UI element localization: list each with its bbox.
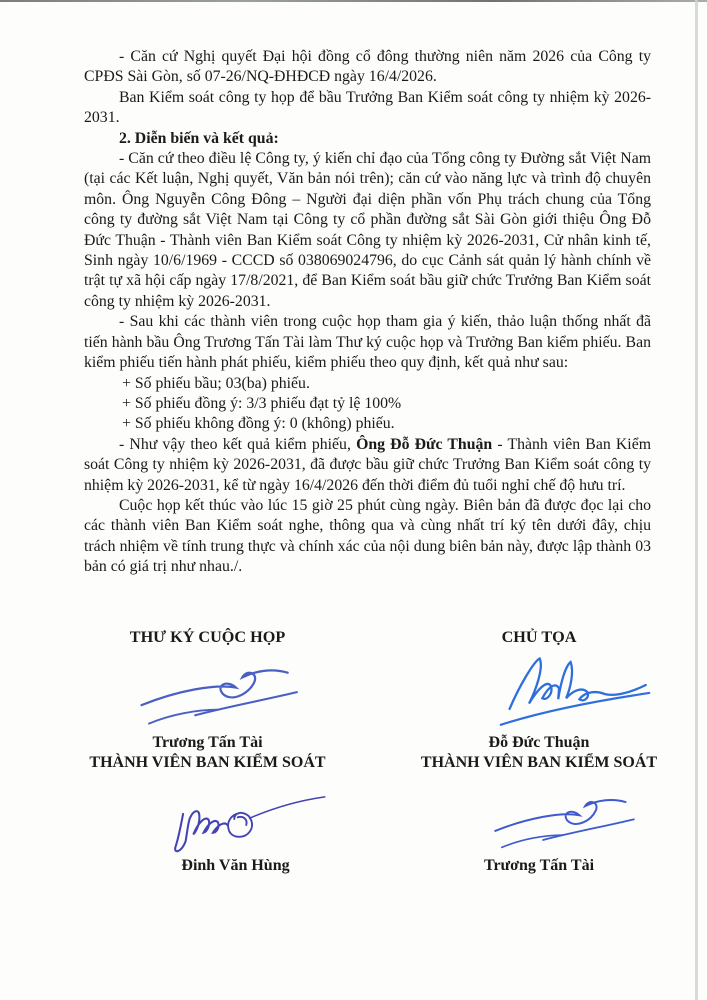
- result-text-pre: - Như vậy theo kết quả kiểm phiếu,: [119, 435, 357, 453]
- attendee-name: Đinh Văn Hùng: [181, 857, 290, 874]
- secretary-name: Trương Tấn Tài: [152, 734, 263, 751]
- paragraph-sau-khi-thao-luan: - Sau khi các thành viên trong cuộc họp tham gia ý kiến, thảo luận thống nhất đã tiến hành bầu Ông Trương Tấn Tài làm Thư ký cuộc họp và Trưởng Ban kiểm phiếu. Ban kiểm phiếu tiến hành phát phiếu, kiểm phiếu theo quy định, kết quả như sau:: [84, 313, 651, 372]
- paragraph-can-cu-nghi-quyet: - Căn cứ Nghị quyết Đại hội đồng cổ đông thường niên năm 2026 của Công ty CPĐS Sài Gòn, số 07-26/NQ-ĐHĐCĐ ngày 16/4/2026.: [84, 48, 651, 86]
- scan-artifact-top-edge: [0, 0, 707, 2]
- result-text-post: - Thành viên Ban Kiểm soát Công ty nhiệm kỳ 2026-2031, đã được bầu giữ chức Trưởng Ban Kiểm soát công ty nhiệm kỳ 2026-2031, kể từ ngày 16/4/2026 đến thời điểm đủ tuổi nghỉ chế độ hưu trí.: [84, 435, 651, 494]
- paragraph-result: [84, 435, 651, 496]
- ballot-disagree-line: + Số phiếu không đồng ý: 0 (không) phiếu.: [122, 415, 395, 433]
- signature-column-chairman: [383, 627, 695, 876]
- elected-person-name: Ông Đỗ Đức Thuận: [356, 435, 493, 453]
- ballot-count-line: + Số phiếu bầu; 03(ba) phiếu.: [122, 374, 310, 392]
- signature-do-duc-thuan-icon: [485, 647, 665, 731]
- chairman-role: THÀNH VIÊN BAN KIỂM SOÁT: [420, 754, 658, 771]
- signature-truong-tan-tai-icon: [127, 657, 317, 731]
- attendee-name-2: Trương Tấn Tài: [483, 857, 595, 874]
- chairman-name: Đỗ Đức Thuận: [488, 734, 590, 751]
- paragraph-can-cu-dieu-le: - Căn cứ theo điều lệ Công ty, ý kiến chỉ đạo của Tổng công ty Đường sắt Việt Nam (tại các Kết luận, Nghị quyết, Văn bản nói trên); căn cứ vào năng lực và trình độ chuyên môn. Ông Nguyễn Công Đông – Người đại diện phần vốn Phụ trách chung của Tổng công ty đường sắt Việt Nam tại Công ty cổ phần đường sắt Sài Gòn giới thiệu Ông Đỗ Đức Thuận - Thành viên Ban Kiểm soát Công ty nhiệm kỳ 2026-2031, Cử nhân kinh tế, Sinh ngày 10/6/1969 - CCCD số 038069024796, do cục Cảnh sát quản lý hành chính về trật tự xã hội cấp ngày 17/8/2021, để Ban Kiểm soát bầu giữ chức Trưởng Ban Kiểm soát công ty nhiệm kỳ 2026-2031.: [84, 150, 651, 310]
- document-body: [84, 47, 651, 578]
- paragraph-ban-kiem-soat-hop: Ban Kiểm soát công ty họp để bầu Trưởng Ban Kiểm soát công ty nhiệm kỳ 2026-2031.: [84, 88, 651, 127]
- chairman-title: CHỦ TỌA: [501, 628, 577, 646]
- paragraph-closing: Cuộc họp kết thúc vào lúc 15 giờ 25 phút cùng ngày. Biên bản đã được đọc lại cho các thành viên Ban Kiểm soát nghe, thông qua và cùng nhất trí ký tên dưới đây, chịu trách nhiệm về tính trung thực và chính xác của nội dung biên bản này, được lập thành 03 bản có giá trị như nhau./.: [84, 496, 651, 576]
- secretary-title: THƯ KÝ CUỘC HỌP: [129, 628, 286, 646]
- signature-section: [0, 627, 707, 876]
- signature-truong-tan-tai-2-icon: [477, 788, 657, 854]
- signature-dinh-van-hung-icon: [150, 790, 345, 854]
- secretary-role: THÀNH VIÊN BAN KIỂM SOÁT: [89, 754, 326, 771]
- section-heading-dien-bien-ket-qua: 2. Diễn biến và kết quả:: [119, 129, 279, 147]
- signature-column-secretary: [55, 627, 360, 876]
- ballot-agree-line: + Số phiếu đồng ý: 3/3 phiếu đạt tỷ lệ 100%: [122, 394, 402, 412]
